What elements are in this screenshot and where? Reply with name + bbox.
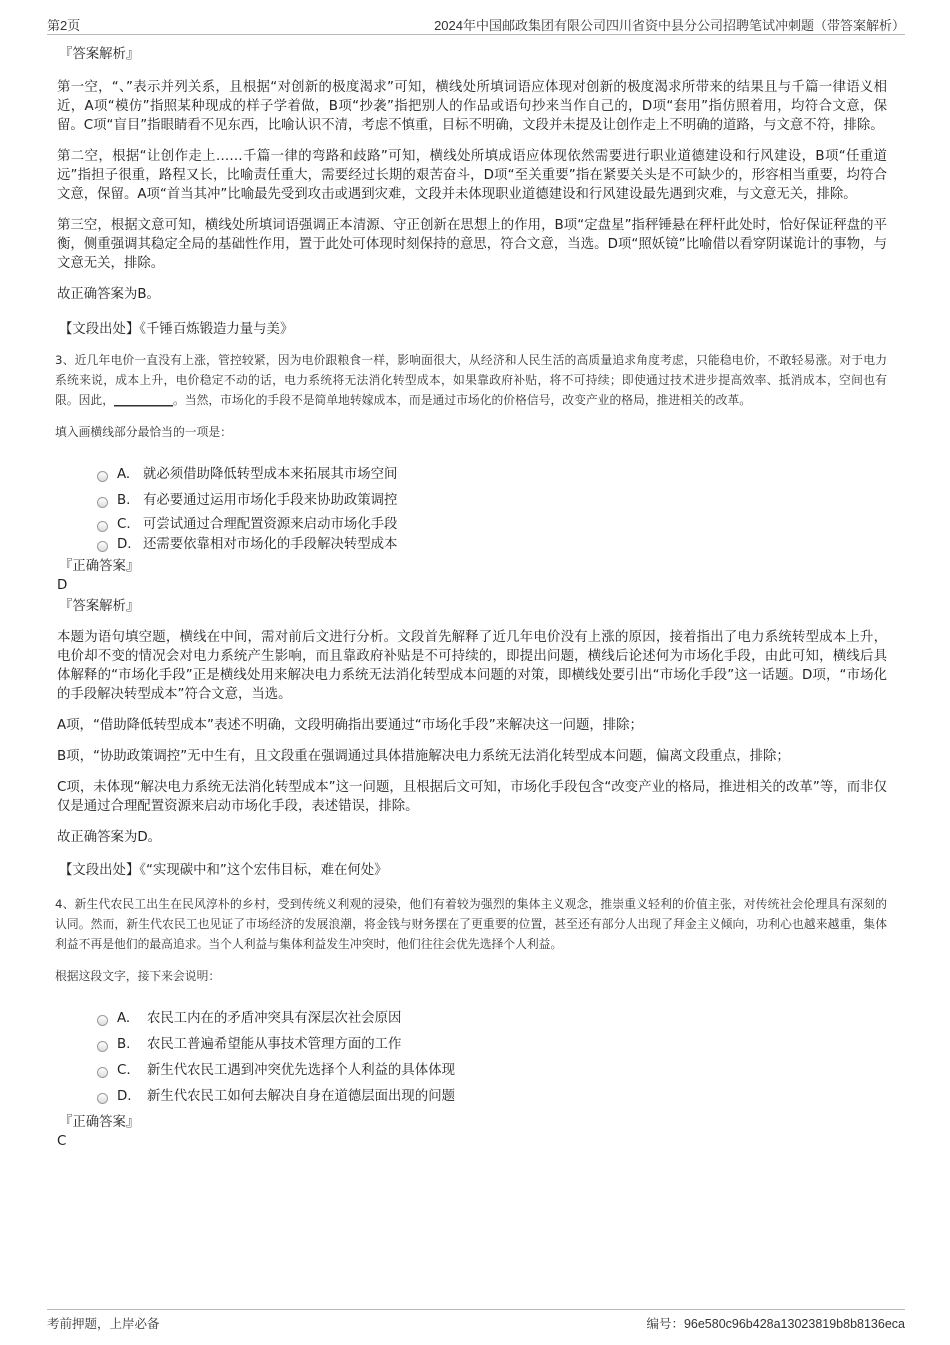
question-3-text: 3、近几年电价一直没有上涨，管控较紧，因为电价跟粮食一样，影响面很大，从经济和人民生活的高质量追求角度考虑，只能稳电价，不敢轻易涨。对于电力系统来说，成本上升，电价稳定不动的话，电力系统将无法消化转型成本，如果靠政府补贴，将不可持续；即使通过技术进步提高效率、抵消成本，空间也有限。因此，__________。当然，市场化的手段不是简单地转嫁成本，而是通过市场化的价格信号，改变产业的格局，推进相关的改革。 bbox=[55, 353, 887, 407]
page-number: 第2页 bbox=[47, 18, 81, 33]
analysis-paragraph: 第一空，“、”表示并列关系，且根据“对创新的极度渴求”可知，横线处所填词语应体现对创新的极度渴求所带来的结果且与千篇一律语义相近，A项“模仿”指照某种现成的样子学着做，B项“抄袭”指把别人的作品或语句抄来当作自己的，D项“套用”指仿照着用，均符合文意，保留。C项“盲目”指眼睛看不见东西，比喻认识不清，考虑不慎重，目标不明确，文段并未提及让创作走上不明确的道路，与文意不符，排除。 bbox=[57, 80, 887, 133]
document-title: 2024年中国邮政集团有限公司四川省资中县分公司招聘笔试冲刺题（带答案解析） bbox=[434, 18, 905, 33]
analysis-label: 『答案解析』 bbox=[59, 599, 140, 614]
page-footer bbox=[47, 1309, 905, 1332]
page-header bbox=[47, 14, 905, 35]
option-d[interactable]: D. 新生代农民工如何去解决自身在道德层面出现的问题 bbox=[97, 1083, 887, 1109]
analysis-paragraph: A项，“借助降低转型成本”表述不明确，文段明确指出要通过“市场化手段”来解决这一问题，排除； bbox=[57, 718, 643, 733]
radio-icon[interactable] bbox=[97, 471, 108, 482]
option-c[interactable]: C. 新生代农民工遇到冲突优先选择个人利益的具体体现 bbox=[97, 1057, 887, 1083]
conclusion: 故正确答案为B。 bbox=[57, 287, 160, 302]
option-a[interactable]: A. 就必须借助降低转型成本来拓展其市场空间 bbox=[97, 461, 887, 487]
correct-answer: D bbox=[57, 578, 68, 593]
serial-number: 编号：96e580c96b428a13023819b8b8136eca bbox=[646, 1317, 905, 1331]
option-a[interactable]: A. 农民工内在的矛盾冲突具有深层次社会原因 bbox=[97, 1005, 887, 1031]
option-d[interactable]: D. 还需要依靠相对市场化的手段解决转型成本 bbox=[97, 535, 887, 553]
radio-icon[interactable] bbox=[97, 1067, 108, 1078]
source-citation: 【文段出处】《千锤百炼锻造力量与美》 bbox=[59, 322, 294, 337]
source-citation: 【文段出处】《“实现碳中和”这个宏伟目标，难在何处》 bbox=[59, 863, 388, 878]
correct-answer-label: 『正确答案』 bbox=[59, 1115, 140, 1130]
correct-answer: C bbox=[57, 1134, 67, 1149]
footer-slogan: 考前押题，上岸必备 bbox=[47, 1317, 160, 1331]
radio-icon[interactable] bbox=[97, 1093, 108, 1104]
conclusion: 故正确答案为D。 bbox=[57, 830, 162, 845]
fill-blank: __________ bbox=[114, 393, 173, 407]
question-3-prompt: 填入画横线部分最恰当的一项是： bbox=[55, 425, 232, 439]
radio-icon[interactable] bbox=[97, 1015, 108, 1026]
radio-icon[interactable] bbox=[97, 1041, 108, 1052]
analysis-paragraph: 第三空，根据文意可知，横线处所填词语强调正本清源、守正创新在思想上的作用，B项“定盘星”指秤锤悬在秤杆此处时，恰好保证秤盘的平衡，侧重强调其稳定全局的基础性作用，置于此处可体现时刻保持的意思，符合文意，当选。D项“照妖镜”比喻借以看穿阴谋诡计的事物，与文意无关，排除。 bbox=[57, 218, 887, 271]
analysis-paragraph: 本题为语句填空题，横线在中间，需对前后文进行分析。文段首先解释了近几年电价没有上涨的原因，接着指出了电力系统转型成本上升，电价却不变的情况会对电力系统产生影响，而且靠政府补贴是不可持续的，即提出问题，横线后论述何为市场化手段，由此可知，横线后具体解释的“市场化手段”正是横线处用来解决电力系统无法消化转型成本问题的对策，即横线处要引出“市场化手段”这一话题。D项，“市场化的手段解决转型成本”符合文意，当选。 bbox=[57, 630, 887, 702]
question-3-options bbox=[97, 461, 887, 553]
radio-icon[interactable] bbox=[97, 521, 108, 532]
analysis-paragraph: 第二空，根据“让创作走上……千篇一律的弯路和歧路”可知，横线处所填成语应体现依然需要进行职业道德建设和行风建设，B项“任重道远”指担子很重，路程又长，比喻责任重大，需要经过长期的艰苦奋斗，D项“至关重要”指在紧要关头是不可缺少的，形容相当重要，均符合文意，保留。A项“首当其冲”比喻最先受到攻击或遇到灾难，文段并未体现职业道德建设和行风建设最先遇到灾难，与文意无关，排除。 bbox=[57, 149, 887, 202]
analysis-paragraph: B项，“协助政策调控”无中生有，且文段重在强调通过具体措施解决电力系统无法消化转型成本问题，偏离文段重点，排除； bbox=[57, 749, 790, 764]
analysis-paragraph: C项，未体现“解决电力系统无法消化转型成本”这一问题，且根据后文可知，市场化手段包含“改变产业的格局，推进相关的改革”等，而非仅仅是通过合理配置资源来启动市场化手段，表述错误，排除。 bbox=[57, 780, 887, 814]
document-body bbox=[57, 45, 887, 1153]
option-b[interactable]: B. 有必要通过运用市场化手段来协助政策调控 bbox=[97, 487, 887, 513]
question-4-prompt: 根据这段文字，接下来会说明： bbox=[55, 969, 221, 983]
option-b[interactable]: B. 农民工普遍希望能从事技术管理方面的工作 bbox=[97, 1031, 887, 1057]
radio-icon[interactable] bbox=[97, 497, 108, 508]
analysis-label: 『答案解析』 bbox=[59, 47, 140, 62]
question-4-text: 4、新生代农民工出生在民风淳朴的乡村，受到传统义利观的浸染，他们有着较为强烈的集体主义观念，推崇重义轻利的价值主张，对传统社会伦理具有深刻的认同。然而，新生代农民工也见证了市场经济的发展浪潮，将金钱与财务摆在了更重要的位置，甚至还有部分人出现了拜金主义倾向，功利心也越来越重，集体利益不再是他们的最高追求。当个人利益与集体利益发生冲突时，他们往往会优先选择个人利益。 bbox=[55, 897, 887, 951]
correct-answer-label: 『正确答案』 bbox=[59, 559, 140, 574]
question-4-options bbox=[97, 1005, 887, 1109]
option-c[interactable]: C. 可尝试通过合理配置资源来启动市场化手段 bbox=[97, 513, 887, 535]
radio-icon[interactable] bbox=[97, 541, 108, 552]
